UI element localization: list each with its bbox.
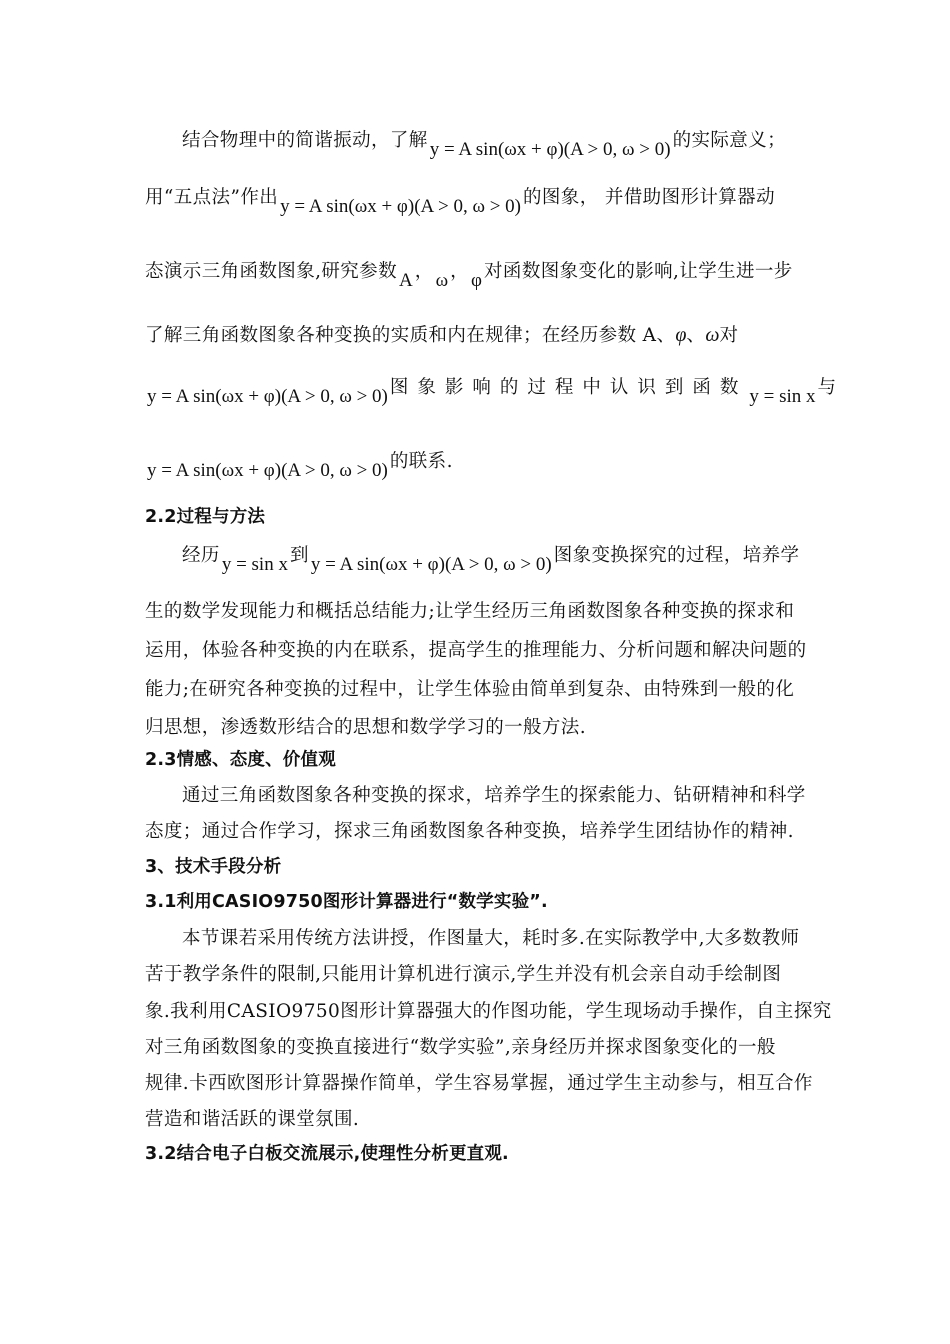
para1-line-6 — [145, 451, 453, 481]
sec31-line-3: 象.我利用CASIO9750图形计算器强大的作图功能，学生现场动手操作，自主探究 — [145, 1001, 832, 1022]
formula-asin: y = A sin(ωx + φ)(A > 0, ω > 0) — [147, 386, 388, 407]
param-phi: φ — [675, 324, 687, 346]
formula-asin: y = A sin(ωx + φ)(A > 0, ω > 0) — [147, 460, 388, 481]
text: 经历 — [182, 545, 220, 566]
sec31-line-2: 苦于教学条件的限制,只能用计算机进行演示,学生并没有机会亲自动手绘制图 — [145, 964, 782, 985]
sec23-line-1: 通过三角函数图象各种变换的探求，培养学生的探索能力、钻研精神和科学 — [182, 785, 806, 806]
formula-asin: y = A sin(ωx + φ)(A > 0, ω > 0) — [280, 196, 521, 217]
text: 态演示三角函数图象,研究参数 — [145, 261, 397, 282]
param-omega: ω — [435, 270, 449, 291]
heading-2-2: 2.2过程与方法 — [145, 507, 266, 527]
text: 用“五点法”作出 — [145, 187, 279, 208]
text: 对 — [719, 325, 739, 346]
text: 的实际意义； — [672, 130, 786, 151]
sec31-line-1: 本节课若采用传统方法讲授，作图量大，耗时多.在实际教学中,大多数教师 — [182, 928, 800, 949]
text: 对函数图象变化的影响,让学生进一步 — [484, 261, 793, 282]
para1-line-2 — [145, 187, 775, 217]
formula-asin: y = A sin(ωx + φ)(A > 0, ω > 0) — [310, 554, 552, 575]
param-a: A — [398, 270, 413, 291]
text: 图象影响的过程中认识到函数 — [389, 377, 748, 398]
text: 的联系. — [389, 451, 453, 472]
formula-sinx: y = sin x — [221, 554, 288, 575]
text: 到 — [289, 545, 309, 566]
para1-line-3 — [145, 261, 793, 291]
text: 的图象， 并借助图形计算器动 — [523, 187, 775, 208]
sep: 、 — [686, 325, 706, 346]
sec22-line-2: 生的数学发现能力和概括总结能力;让学生经历三角函数图象各种变换的探求和 — [145, 601, 795, 622]
para1-line-5 — [145, 377, 837, 407]
sec22-line-3: 运用，体验各种变换的内在联系，提高学生的推理能力、分析问题和解决问题的 — [145, 640, 807, 661]
text: 图象变换探究的过程，培养学 — [553, 545, 800, 566]
heading-3-2: 3.2结合电子白板交流展示,使理性分析更直观. — [145, 1144, 509, 1164]
param-omega: ω — [705, 324, 720, 346]
heading-3: 3、技术手段分析 — [145, 857, 282, 877]
para1-line-1 — [182, 130, 786, 160]
text: 了解三角函数图象各种变换的实质和内在规律；在经历参数 A、 — [145, 325, 676, 346]
sec31-line-6: 营造和谐活跃的课堂氛围. — [145, 1109, 360, 1130]
sec31-line-5: 规律.卡西欧图形计算器操作简单，学生容易掌握，通过学生主动参与，相互合作 — [145, 1073, 813, 1094]
heading-2-3: 2.3情感、态度、价值观 — [145, 750, 336, 770]
heading-3-1: 3.1利用CASIO9750图形计算器进行“数学实验”. — [145, 892, 548, 912]
sec22-line-5: 归思想，渗透数形结合的思想和数学学习的一般方法. — [145, 717, 586, 738]
sec23-line-2: 态度；通过合作学习，探求三角函数图象各种变换，培养学生团结协作的精神. — [145, 821, 794, 842]
text: 结合物理中的简谐振动，了解 — [182, 130, 428, 151]
sec22-line-4: 能力;在研究各种变换的过程中，让学生体验由简单到复杂、由特殊到一般的化 — [145, 679, 795, 700]
sec22-line-1 — [182, 545, 800, 575]
param-phi: φ — [471, 270, 483, 291]
formula-sinx: y = sin x — [749, 386, 816, 407]
sep: ， — [414, 261, 434, 282]
sec31-line-4: 对三角函数图象的变换直接进行“数学实验”,亲身经历并探求图象变化的一般 — [145, 1037, 776, 1058]
sep: ， — [450, 261, 470, 282]
text: 与 — [817, 377, 837, 398]
formula-asin: y = A sin(ωx + φ)(A > 0, ω > 0) — [429, 139, 671, 160]
para1-line-4 — [145, 325, 738, 346]
